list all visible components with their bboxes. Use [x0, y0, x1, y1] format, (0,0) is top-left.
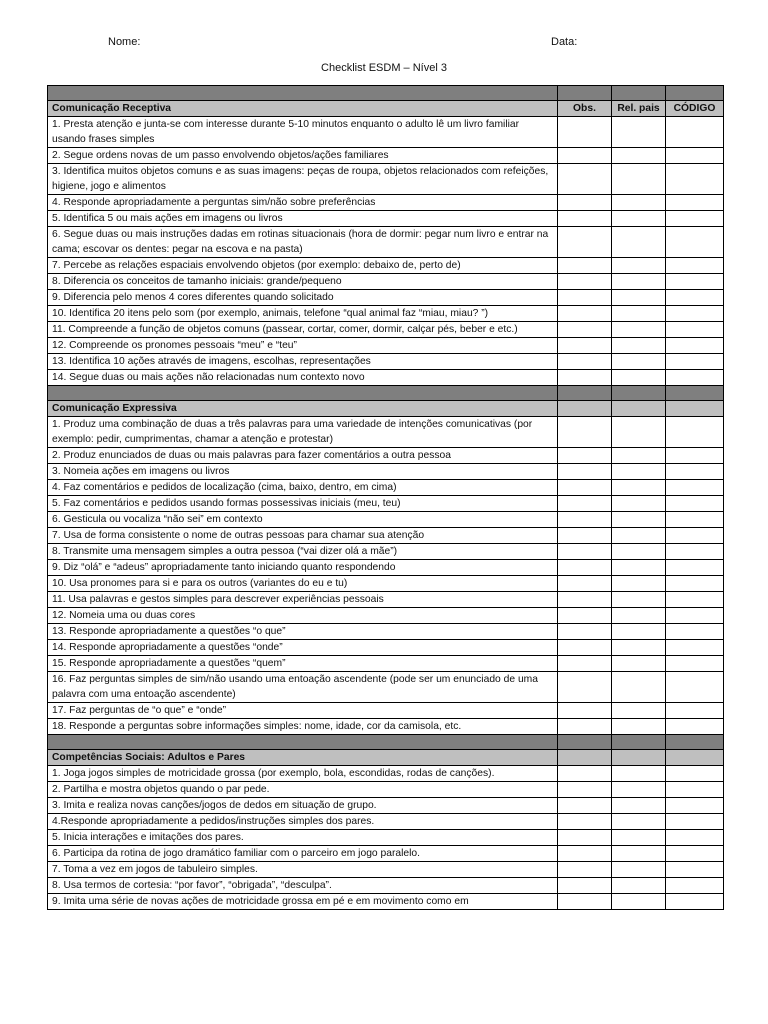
- codigo-cell[interactable]: [666, 148, 724, 164]
- obs-cell[interactable]: [558, 672, 612, 703]
- obs-cell[interactable]: [558, 894, 612, 910]
- rel-pais-cell[interactable]: [612, 672, 666, 703]
- rel-pais-cell[interactable]: [612, 894, 666, 910]
- codigo-cell[interactable]: [666, 322, 724, 338]
- checklist-item-text: 17. Faz perguntas de “o que” e “onde”: [48, 703, 558, 719]
- checklist-item-row: [48, 592, 724, 608]
- checklist-item-text: 3. Identifica muitos objetos comuns e as suas imagens: peças de roupa, objetos relacionados com refeições, higiene, jogo e alimentos: [48, 164, 558, 195]
- codigo-cell[interactable]: [666, 814, 724, 830]
- rel-pais-cell[interactable]: [612, 592, 666, 608]
- checklist-item-text: 8. Usa termos de cortesia: “por favor”, “obrigada”, “desculpa”.: [48, 878, 558, 894]
- obs-cell[interactable]: [558, 512, 612, 528]
- codigo-cell[interactable]: [666, 846, 724, 862]
- checklist-item-text: 11. Compreende a função de objetos comuns (passear, cortar, comer, dormir, calçar pés, beber e etc.): [48, 322, 558, 338]
- obs-cell[interactable]: [558, 576, 612, 592]
- obs-cell[interactable]: [558, 322, 612, 338]
- checklist-item-row: [48, 878, 724, 894]
- codigo-cell[interactable]: [666, 512, 724, 528]
- checklist-item-text: 14. Responde apropriadamente a questões “onde”: [48, 640, 558, 656]
- codigo-cell[interactable]: [666, 560, 724, 576]
- checklist-item-text: 6. Segue duas ou mais instruções dadas em rotinas situacionais (hora de dormir: pegar num livro e entrar na cama; escovar os dentes: pegar na escova e na pasta): [48, 227, 558, 258]
- obs-cell[interactable]: [558, 448, 612, 464]
- rel-pais-cell[interactable]: [612, 464, 666, 480]
- codigo-cell[interactable]: [666, 608, 724, 624]
- section-separator-row: [48, 735, 724, 750]
- obs-cell[interactable]: [558, 211, 612, 227]
- checklist-item-row: [48, 227, 724, 258]
- section-header-blank-cell: [666, 401, 724, 417]
- rel-pais-cell[interactable]: [612, 512, 666, 528]
- section-header-row: [48, 101, 724, 117]
- codigo-cell[interactable]: [666, 672, 724, 703]
- rel-pais-cell[interactable]: [612, 656, 666, 672]
- separator-cell: [612, 86, 666, 101]
- rel-pais-cell[interactable]: [612, 798, 666, 814]
- separator-cell: [612, 386, 666, 401]
- codigo-cell[interactable]: [666, 258, 724, 274]
- checklist-item-text: 4. Faz comentários e pedidos de localização (cima, baixo, dentro, em cima): [48, 480, 558, 496]
- checklist-item-row: [48, 703, 724, 719]
- separator-cell: [666, 386, 724, 401]
- codigo-cell[interactable]: [666, 496, 724, 512]
- obs-cell[interactable]: [558, 624, 612, 640]
- checklist-item-row: [48, 656, 724, 672]
- checklist-item-row: [48, 512, 724, 528]
- rel-pais-cell[interactable]: [612, 624, 666, 640]
- column-header-rel-pais: Rel. pais: [612, 101, 666, 117]
- checklist-item-row: [48, 338, 724, 354]
- checklist-item-text: 1. Produz uma combinação de duas a três palavras para uma variedade de intenções comunicativas (por exemplo: pedir, cumprimentas, chamar a atenção e protestar): [48, 417, 558, 448]
- date-label: Data:: [551, 36, 578, 48]
- codigo-cell[interactable]: [666, 164, 724, 195]
- checklist-item-text: 10. Identifica 20 itens pelo som (por exemplo, animais, telefone “qual animal faz “miau, miau? ”): [48, 306, 558, 322]
- section-separator-row: [48, 386, 724, 401]
- checklist-item-row: [48, 576, 724, 592]
- checklist-item-row: [48, 480, 724, 496]
- section-header-blank-cell: [558, 401, 612, 417]
- obs-cell[interactable]: [558, 338, 612, 354]
- document-title: Checklist ESDM – Nível 3: [321, 62, 447, 74]
- rel-pais-cell[interactable]: [612, 448, 666, 464]
- codigo-cell[interactable]: [666, 830, 724, 846]
- checklist-item-row: [48, 862, 724, 878]
- rel-pais-cell[interactable]: [612, 227, 666, 258]
- obs-cell[interactable]: [558, 766, 612, 782]
- checklist-item-row: [48, 164, 724, 195]
- separator-cell: [48, 86, 558, 101]
- section-header-row: [48, 750, 724, 766]
- codigo-cell[interactable]: [666, 782, 724, 798]
- rel-pais-cell[interactable]: [612, 322, 666, 338]
- obs-cell[interactable]: [558, 830, 612, 846]
- checklist-item-row: [48, 846, 724, 862]
- codigo-cell[interactable]: [666, 862, 724, 878]
- rel-pais-cell[interactable]: [612, 766, 666, 782]
- rel-pais-cell[interactable]: [612, 640, 666, 656]
- checklist-item-row: [48, 448, 724, 464]
- rel-pais-cell[interactable]: [612, 164, 666, 195]
- rel-pais-cell[interactable]: [612, 703, 666, 719]
- rel-pais-cell[interactable]: [612, 830, 666, 846]
- checklist-table: [47, 85, 724, 910]
- obs-cell[interactable]: [558, 608, 612, 624]
- rel-pais-cell[interactable]: [612, 878, 666, 894]
- checklist-item-row: [48, 894, 724, 910]
- checklist-item-text: 1. Presta atenção e junta-se com interesse durante 5-10 minutos enquanto o adulto lê um livro familiar usando frases simples: [48, 117, 558, 148]
- codigo-cell[interactable]: [666, 624, 724, 640]
- checklist-item-row: [48, 640, 724, 656]
- checklist-item-text: 12. Compreende os pronomes pessoais “meu” e “teu”: [48, 338, 558, 354]
- checklist-item-row: [48, 544, 724, 560]
- separator-cell: [666, 86, 724, 101]
- checklist-item-text: 3. Imita e realiza novas canções/jogos de dedos em situação de grupo.: [48, 798, 558, 814]
- checklist-item-row: [48, 417, 724, 448]
- codigo-cell[interactable]: [666, 480, 724, 496]
- codigo-cell[interactable]: [666, 370, 724, 386]
- checklist-item-row: [48, 354, 724, 370]
- obs-cell[interactable]: [558, 846, 612, 862]
- checklist-item-row: [48, 608, 724, 624]
- checklist-item-row: [48, 782, 724, 798]
- column-header-codigo: CÓDIGO: [666, 101, 724, 117]
- obs-cell[interactable]: [558, 862, 612, 878]
- section-header-row: [48, 401, 724, 417]
- rel-pais-cell[interactable]: [612, 782, 666, 798]
- codigo-cell[interactable]: [666, 448, 724, 464]
- rel-pais-cell[interactable]: [612, 560, 666, 576]
- codigo-cell[interactable]: [666, 719, 724, 735]
- rel-pais-cell[interactable]: [612, 290, 666, 306]
- obs-cell[interactable]: [558, 496, 612, 512]
- checklist-item-row: [48, 258, 724, 274]
- checklist-item-text: 5. Inicia interações e imitações dos pares.: [48, 830, 558, 846]
- codigo-cell[interactable]: [666, 878, 724, 894]
- rel-pais-cell[interactable]: [612, 496, 666, 512]
- obs-cell[interactable]: [558, 814, 612, 830]
- section-header-blank-cell: [558, 750, 612, 766]
- rel-pais-cell[interactable]: [612, 211, 666, 227]
- checklist-item-row: [48, 814, 724, 830]
- codigo-cell[interactable]: [666, 798, 724, 814]
- rel-pais-cell[interactable]: [612, 544, 666, 560]
- separator-cell: [558, 735, 612, 750]
- checklist-item-text: 16. Faz perguntas simples de sim/não usando uma entoação ascendente (pode ser um enunciado de uma palavra com uma entoação ascendente): [48, 672, 558, 703]
- checklist-item-row: [48, 290, 724, 306]
- checklist-item-row: [48, 560, 724, 576]
- column-header-obs: Obs.: [558, 101, 612, 117]
- obs-cell[interactable]: [558, 798, 612, 814]
- checklist-item-text: 9. Diferencia pelo menos 4 cores diferentes quando solicitado: [48, 290, 558, 306]
- obs-cell[interactable]: [558, 274, 612, 290]
- rel-pais-cell[interactable]: [612, 862, 666, 878]
- checklist-item-text: 2. Partilha e mostra objetos quando o par pede.: [48, 782, 558, 798]
- separator-cell: [666, 735, 724, 750]
- obs-cell[interactable]: [558, 592, 612, 608]
- section-header-blank-cell: [612, 750, 666, 766]
- checklist-item-text: 2. Produz enunciados de duas ou mais palavras para fazer comentários a outra pessoa: [48, 448, 558, 464]
- checklist-item-row: [48, 719, 724, 735]
- codigo-cell[interactable]: [666, 894, 724, 910]
- codigo-cell[interactable]: [666, 464, 724, 480]
- obs-cell[interactable]: [558, 782, 612, 798]
- rel-pais-cell[interactable]: [612, 814, 666, 830]
- obs-cell[interactable]: [558, 528, 612, 544]
- checklist-item-row: [48, 464, 724, 480]
- checklist-item-row: [48, 322, 724, 338]
- section-title: Competências Sociais: Adultos e Pares: [48, 750, 558, 766]
- obs-cell[interactable]: [558, 370, 612, 386]
- checklist-item-row: [48, 830, 724, 846]
- checklist-item-row: [48, 766, 724, 782]
- obs-cell[interactable]: [558, 464, 612, 480]
- checklist-item-text: 6. Gesticula ou vocaliza “não sei” em contexto: [48, 512, 558, 528]
- codigo-cell[interactable]: [666, 338, 724, 354]
- rel-pais-cell[interactable]: [612, 846, 666, 862]
- rel-pais-cell[interactable]: [612, 306, 666, 322]
- section-title: Comunicação Receptiva: [48, 101, 558, 117]
- codigo-cell[interactable]: [666, 227, 724, 258]
- section-separator-row: [48, 86, 724, 101]
- checklist-item-row: [48, 211, 724, 227]
- checklist-item-text: 1. Joga jogos simples de motricidade grossa (por exemplo, bola, escondidas, rodas de canções).: [48, 766, 558, 782]
- checklist-item-text: 2. Segue ordens novas de um passo envolvendo objetos/ações familiares: [48, 148, 558, 164]
- rel-pais-cell[interactable]: [612, 528, 666, 544]
- checklist-item-text: 9. Diz “olá” e “adeus” apropriadamente tanto iniciando quanto respondendo: [48, 560, 558, 576]
- codigo-cell[interactable]: [666, 576, 724, 592]
- checklist-item-text: 14. Segue duas ou mais ações não relacionadas num contexto novo: [48, 370, 558, 386]
- checklist-item-text: 7. Toma a vez em jogos de tabuleiro simples.: [48, 862, 558, 878]
- rel-pais-cell[interactable]: [612, 608, 666, 624]
- obs-cell[interactable]: [558, 258, 612, 274]
- section-title: Comunicação Expressiva: [48, 401, 558, 417]
- obs-cell[interactable]: [558, 195, 612, 211]
- obs-cell[interactable]: [558, 290, 612, 306]
- checklist-item-row: [48, 496, 724, 512]
- rel-pais-cell[interactable]: [612, 195, 666, 211]
- name-label: Nome:: [108, 36, 141, 48]
- obs-cell[interactable]: [558, 354, 612, 370]
- separator-cell: [48, 386, 558, 401]
- separator-cell: [612, 735, 666, 750]
- obs-cell[interactable]: [558, 656, 612, 672]
- obs-cell[interactable]: [558, 878, 612, 894]
- obs-cell[interactable]: [558, 164, 612, 195]
- checklist-item-text: 13. Identifica 10 ações através de imagens, escolhas, representações: [48, 354, 558, 370]
- codigo-cell[interactable]: [666, 417, 724, 448]
- obs-cell[interactable]: [558, 719, 612, 735]
- checklist-item-text: 12. Nomeia uma ou duas cores: [48, 608, 558, 624]
- checklist-item-row: [48, 306, 724, 322]
- checklist-item-row: [48, 528, 724, 544]
- rel-pais-cell[interactable]: [612, 370, 666, 386]
- codigo-cell[interactable]: [666, 117, 724, 148]
- checklist-item-row: [48, 798, 724, 814]
- separator-cell: [558, 86, 612, 101]
- checklist-item-text: 10. Usa pronomes para si e para os outros (variantes do eu e tu): [48, 576, 558, 592]
- obs-cell[interactable]: [558, 480, 612, 496]
- checklist-item-row: [48, 672, 724, 703]
- checklist-item-text: 5. Identifica 5 ou mais ações em imagens ou livros: [48, 211, 558, 227]
- checklist-item-text: 8. Diferencia os conceitos de tamanho iniciais: grande/pequeno: [48, 274, 558, 290]
- checklist-item-text: 7. Percebe as relações espaciais envolvendo objetos (por exemplo: debaixo de, perto de): [48, 258, 558, 274]
- codigo-cell[interactable]: [666, 306, 724, 322]
- codigo-cell[interactable]: [666, 656, 724, 672]
- rel-pais-cell[interactable]: [612, 258, 666, 274]
- rel-pais-cell[interactable]: [612, 719, 666, 735]
- checklist-item-row: [48, 117, 724, 148]
- rel-pais-cell[interactable]: [612, 117, 666, 148]
- separator-cell: [558, 386, 612, 401]
- obs-cell[interactable]: [558, 148, 612, 164]
- codigo-cell[interactable]: [666, 211, 724, 227]
- checklist-item-text: 5. Faz comentários e pedidos usando formas possessivas iniciais (meu, teu): [48, 496, 558, 512]
- codigo-cell[interactable]: [666, 640, 724, 656]
- checklist-item-row: [48, 195, 724, 211]
- checklist-item-text: 18. Responde a perguntas sobre informações simples: nome, idade, cor da camisola, etc.: [48, 719, 558, 735]
- codigo-cell[interactable]: [666, 274, 724, 290]
- rel-pais-cell[interactable]: [612, 274, 666, 290]
- section-header-blank-cell: [666, 750, 724, 766]
- obs-cell[interactable]: [558, 417, 612, 448]
- rel-pais-cell[interactable]: [612, 148, 666, 164]
- checklist-item-text: 4.Responde apropriadamente a pedidos/instruções simples dos pares.: [48, 814, 558, 830]
- checklist-item-row: [48, 274, 724, 290]
- checklist-item-text: 8. Transmite uma mensagem simples a outra pessoa (“vai dizer olá a mãe”): [48, 544, 558, 560]
- checklist-item-text: 11. Usa palavras e gestos simples para descrever experiências pessoais: [48, 592, 558, 608]
- rel-pais-cell[interactable]: [612, 480, 666, 496]
- obs-cell[interactable]: [558, 227, 612, 258]
- codigo-cell[interactable]: [666, 354, 724, 370]
- obs-cell[interactable]: [558, 306, 612, 322]
- rel-pais-cell[interactable]: [612, 417, 666, 448]
- codigo-cell[interactable]: [666, 766, 724, 782]
- checklist-item-text: 9. Imita uma série de novas ações de motricidade grossa em pé e em movimento como em: [48, 894, 558, 910]
- separator-cell: [48, 735, 558, 750]
- rel-pais-cell[interactable]: [612, 576, 666, 592]
- checklist-item-text: 13. Responde apropriadamente a questões “o que”: [48, 624, 558, 640]
- codigo-cell[interactable]: [666, 592, 724, 608]
- checklist-item-row: [48, 370, 724, 386]
- codigo-cell[interactable]: [666, 195, 724, 211]
- rel-pais-cell[interactable]: [612, 338, 666, 354]
- codigo-cell[interactable]: [666, 290, 724, 306]
- codigo-cell[interactable]: [666, 544, 724, 560]
- codigo-cell[interactable]: [666, 703, 724, 719]
- obs-cell[interactable]: [558, 117, 612, 148]
- obs-cell[interactable]: [558, 640, 612, 656]
- rel-pais-cell[interactable]: [612, 354, 666, 370]
- checklist-item-text: 4. Responde apropriadamente a perguntas sim/não sobre preferências: [48, 195, 558, 211]
- obs-cell[interactable]: [558, 703, 612, 719]
- checklist-item-text: 7. Usa de forma consistente o nome de outras pessoas para chamar sua atenção: [48, 528, 558, 544]
- checklist-item-text: 15. Responde apropriadamente a questões “quem”: [48, 656, 558, 672]
- section-header-blank-cell: [612, 401, 666, 417]
- checklist-item-text: 3. Nomeia ações em imagens ou livros: [48, 464, 558, 480]
- codigo-cell[interactable]: [666, 528, 724, 544]
- checklist-item-row: [48, 148, 724, 164]
- obs-cell[interactable]: [558, 544, 612, 560]
- checklist-item-row: [48, 624, 724, 640]
- checklist-item-text: 6. Participa da rotina de jogo dramático familiar com o parceiro em jogo paralelo.: [48, 846, 558, 862]
- obs-cell[interactable]: [558, 560, 612, 576]
